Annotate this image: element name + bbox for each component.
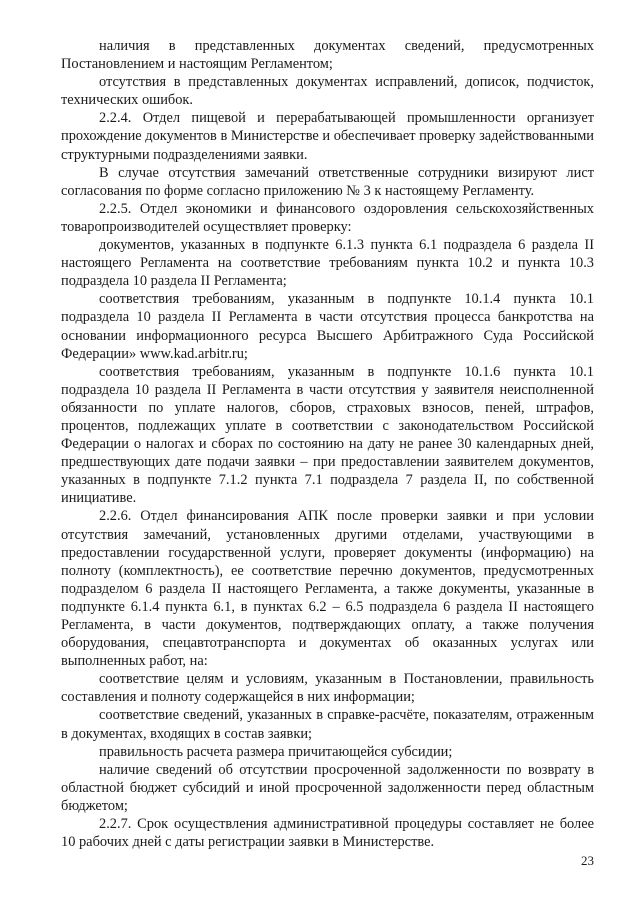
paragraph: документов, указанных в подпункте 6.1.3 пункта 6.1 подраздела 6 раздела II настоящего Регламента на соответствие требованиям пункта 10.2 и пункта 10.3 подраздела 10 раздела II Регламента;: [61, 237, 594, 290]
paragraph: соответствия требованиям, указанным в подпункте 10.1.4 пункта 10.1 подраздела 10 раздела II Регламента в части отсутствия процесса банкротства на основании информационного ресурса Высшего Арбитражного Суда Российской Федерации» www.kad.arbitr.ru;: [61, 291, 594, 362]
paragraph: В случае отсутствия замечаний ответственные сотрудники визируют лист согласования по форме согласно приложению № 3 к настоящему Регламенту.: [61, 164, 594, 199]
paragraph: наличия в представленных документах сведений, предусмотренных Постановлением и настоящим Регламентом;: [61, 38, 594, 73]
paragraph: наличие сведений об отсутствии просроченной задолженности по возврату в областной бюджет субсидий и иной просроченной задолженности перед областным бюджетом;: [61, 761, 594, 814]
paragraph: 2.2.6. Отдел финансирования АПК после проверки заявки и при условии отсутствия замечаний, установленных другими отделами, участвующими в предоставлении государственной услуги, проверяет документы (информацию) на полноту (комплектность), ее соответствие перечню документов, предусмотренных подразделом 6 раздела II настоящего Регламента, а также документы, указанные в подпункте 6.1.4 пункта 6.1, в пунктах 6.2 – 6.5 подраздела 6 раздела II настоящего Регламента, в части документов, подтверждающих оплату, а также получения оборудования, спецавтотранспорта и документах об оказанных услугах или выполненных работ, на:: [61, 508, 594, 670]
page-number: 23: [581, 853, 594, 868]
document-page: [61, 37, 594, 851]
paragraph: соответствие сведений, указанных в справке-расчёте, показателям, отраженным в документах, входящих в состав заявки;: [61, 707, 594, 742]
paragraph: 2.2.7. Срок осуществления административной процедуры составляет не более 10 рабочих дней с даты регистрации заявки в Министерстве.: [61, 816, 594, 851]
paragraph: правильность расчета размера причитающейся субсидии;: [99, 743, 453, 760]
paragraph: соответствия требованиям, указанным в подпункте 10.1.6 пункта 10.1 подраздела 10 раздела II Регламента в части отсутствия у заявителя неисполненной обязанности по уплате налогов, сборов, страховых взносов, пеней, штрафов, процентов, подлежащих уплате в соответствии с законодательством Российской Федерации о налогах и сборах по состоянию на дату не ранее 30 календарных дней, предшествующих дате подачи заявки – при предоставлении заявителем документов, указанных в подпункте 7.1.2 пункта 7.1 подраздела 7 раздела II, по собственной инициативе.: [61, 363, 594, 507]
paragraph: 2.2.4. Отдел пищевой и перерабатывающей промышленности организует прохождение документов в Министерстве и обеспечивает проверку задействованными структурными подразделениями заявки.: [61, 110, 594, 163]
paragraph: 2.2.5. Отдел экономики и финансового оздоровления сельскохозяйственных товаропроизводителей осуществляет проверку:: [61, 200, 594, 235]
paragraph: отсутствия в представленных документах исправлений, дописок, подчисток, технических ошибок.: [61, 74, 594, 109]
paragraph: соответствие целям и условиям, указанным в Постановлении, правильность составления и полноту содержащейся в них информации;: [61, 671, 594, 706]
